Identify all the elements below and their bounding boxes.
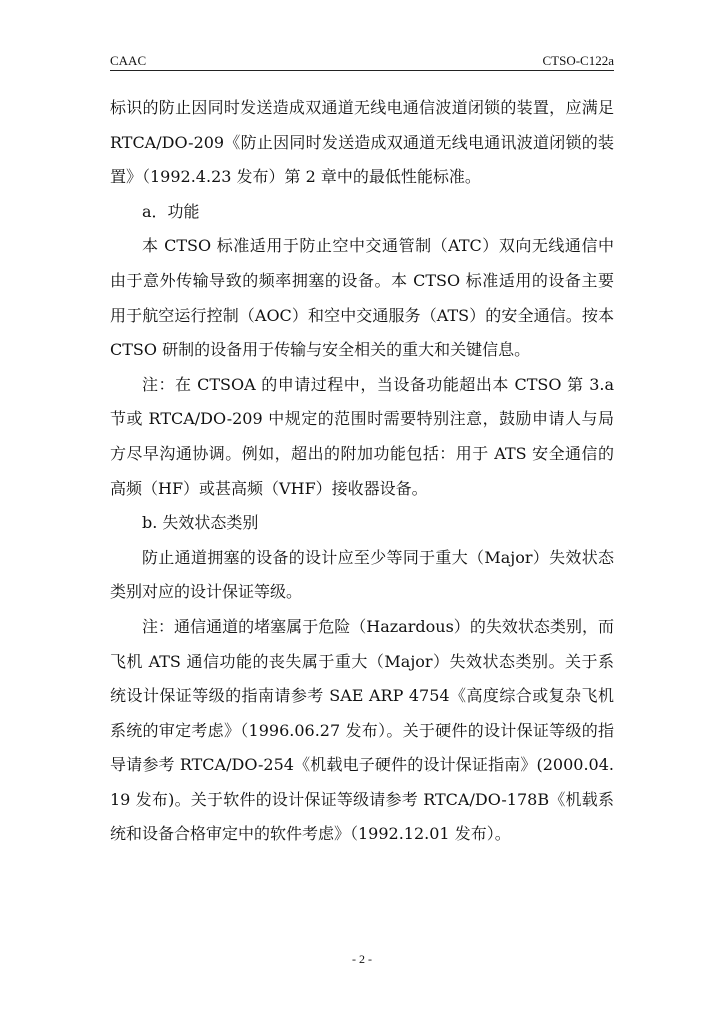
- paragraph-standard-intro: 标识的防止因同时发送造成双通道无线电通信波道闭锁的装置，应满足 RTCA/DO-209《防止因同时发送造成双通道无线电通讯波道闭锁的装置》（1992.4.23 发布）第 2 章中的最低性能标准。: [110, 98, 614, 187]
- document-body: [110, 91, 614, 852]
- paragraph-function: 本 CTSO 标准适用于防止空中交通管制（ATC）双向无线通信中由于意外传输导致的频率拥塞的设备。本 CTSO 标准适用的设备主要用于航空运行控制（AOC）和空中交通服务（ATS）的安全通信。按本 CTSO 研制的设备用于传输与安全相关的重大和关键信息。: [110, 236, 614, 360]
- section-heading-function: a．功能: [142, 201, 200, 221]
- page-header: [110, 52, 614, 70]
- paragraph-function-note: 注：在 CTSOA 的申请过程中，当设备功能超出本 CTSO 第 3.a 节或 RTCA/DO-209 中规定的范围时需要特别注意，鼓励申请人与局方尽早沟通协调。例如，超出的附加功能包括：用于 ATS 安全通信的高频（HF）或甚高频（VHF）接收器设备。: [110, 374, 614, 498]
- header-divider: [110, 70, 614, 71]
- header-document-id: CTSO-C122a: [542, 53, 614, 68]
- paragraph-failure-condition: 防止通道拥塞的设备的设计应至少等同于重大（Major）失效状态类别对应的设计保证等级。: [110, 547, 614, 602]
- page-number: - 2 -: [352, 952, 372, 966]
- header-organization: CAAC: [110, 53, 147, 68]
- paragraph-failure-condition-note: 注：通信通道的堵塞属于危险（Hazardous）的失效状态类别，而飞机 ATS 通信功能的丧失属于重大（Major）失效状态类别。关于系统设计保证等级的指南请参考 SAE ARP 4754《高度综合或复杂飞机系统的审定考虑》（1996.06.27 发布）。关于硬件的设计保证等级的指导请参考 RTCA/DO-254《机载电子硬件的设计保证指南》(2000.04.19 发布)。关于软件的设计保证等级请参考 RTCA/DO-178B《机载系统和设备合格审定中的软件考虑》（1992.12.01 发布）。: [110, 616, 614, 844]
- section-heading-failure-condition: b. 失效状态类别: [142, 513, 259, 533]
